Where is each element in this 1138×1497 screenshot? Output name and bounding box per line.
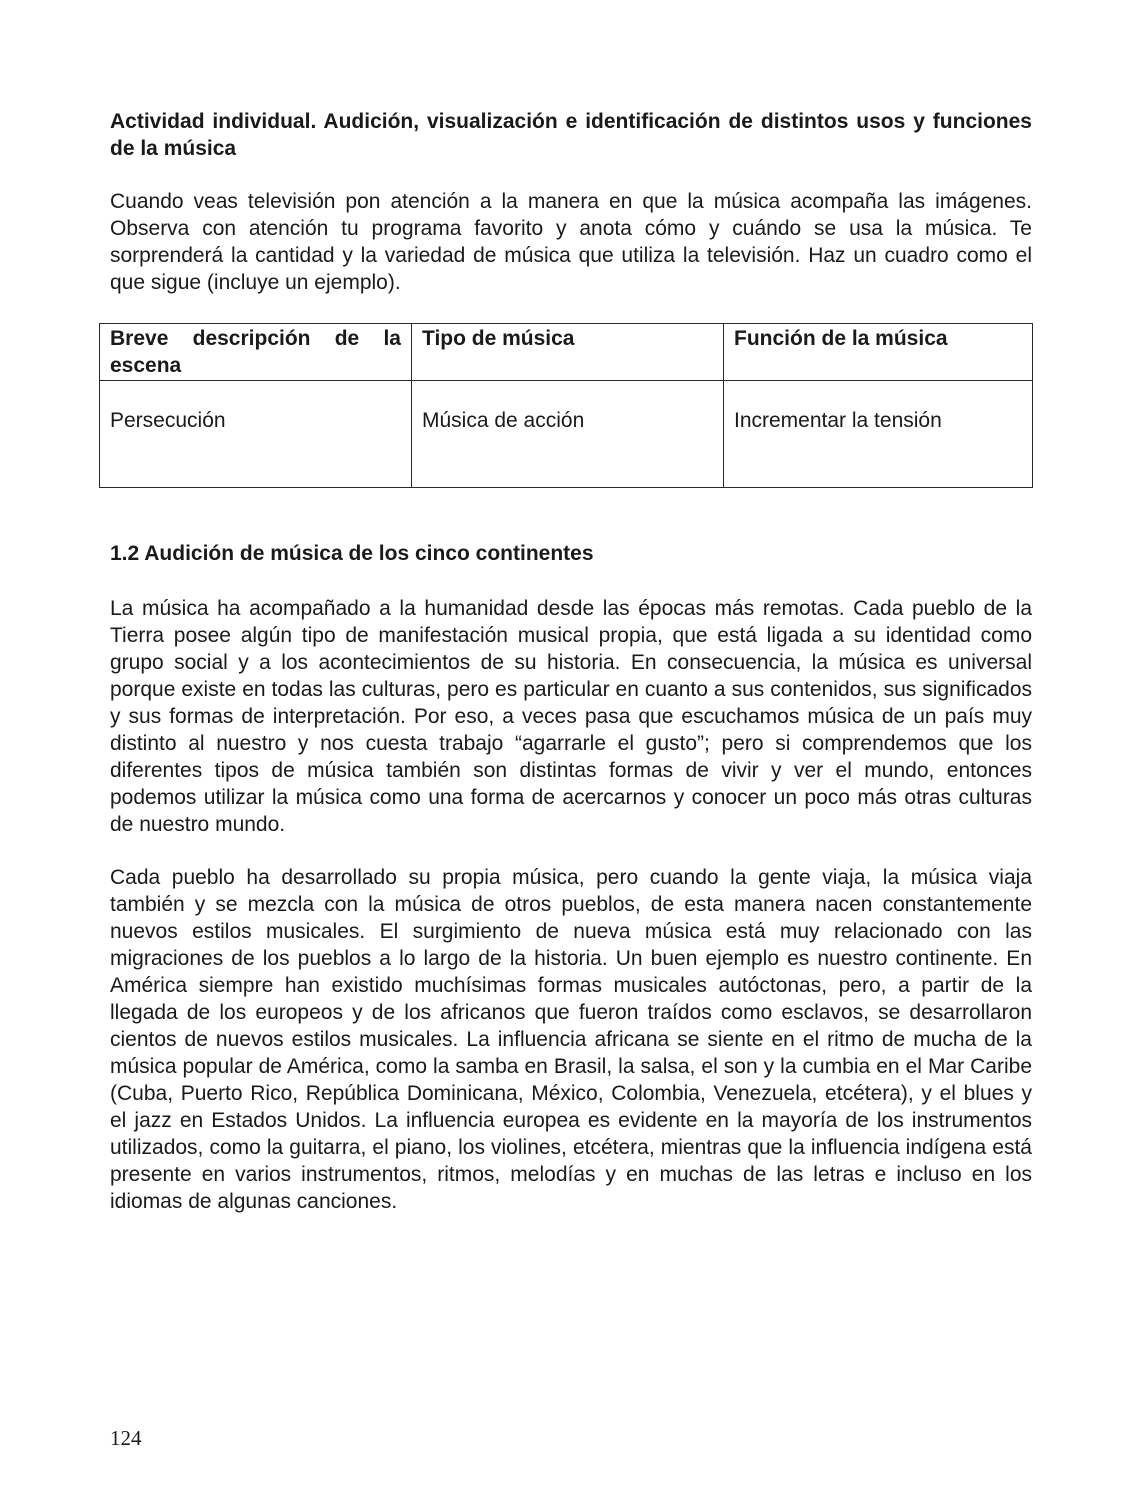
table-header-scene: Breve descripción de la escena [100,324,412,381]
activity-title: Actividad individual. Audición, visualización e identificación de distintos usos y funciones de la música [110,110,1032,160]
example-table [99,323,1033,488]
table-row [100,381,1033,488]
table-cell-scene: Persecución [100,381,412,488]
table-header-row [100,324,1033,381]
body-paragraph: Cada pueblo ha desarrollado su propia música, pero cuando la gente viaja, la música viaja también y se mezcla con la música de otros pueblos, de esta manera nacen constantemente nuevos estilos musicales. El surgimiento de nueva música está muy relacionado con las migraciones de los pueblos a lo largo de la historia. Un buen ejemplo es nuestro continente. En América siempre han existido muchísimas formas musicales autóctonas, pero, a partir de la llegada de los europeos y de los africanos que fueron traídos como esclavos, se desarrollaron cientos de nuevos estilos musicales. La influencia africana se siente en el ritmo de mucha de la música popular de América, como la samba en Brasil, la salsa, el son y la cumbia en el Mar Caribe (Cuba, Puerto Rico, República Dominicana, México, Colombia, Venezuela, etcétera), y el blues y el jazz en Estados Unidos. La influencia europea es evidente en la mayoría de los instrumentos utilizados, como la guitarra, el piano, los violines, etcétera, mientras que la influencia indígena está presente en varios instrumentos, ritmos, melodías y en muchas de las letras e incluso en los idiomas de algunas canciones. [110,866,1032,1213]
table-header-music-function: Función de la música [724,324,1033,381]
table-cell-music-type: Música de acción [412,381,724,488]
body-paragraph: La música ha acompañado a la humanidad desde las épocas más remotas. Cada pueblo de la Tierra posee algún tipo de manifestación musical propia, que está ligada a su identidad como grupo social y a los acontecimientos de su historia. En consecuencia, la música es universal porque existe en todas las culturas, pero es particular en cuanto a sus contenidos, sus significados y sus formas de interpretación. Por eso, a veces pasa que escuchamos música de un país muy distinto al nuestro y nos cuesta trabajo “agarrarle el gusto”; pero si comprendemos que los diferentes tipos de música también son distintas formas de vivir y ver el mundo, entonces podemos utilizar la música como una forma de acercarnos y conocer un poco más otras culturas de nuestro mundo. [110,597,1032,836]
table-header-music-type: Tipo de música [412,324,724,381]
section-title: 1.2 Audición de música de los cinco continentes [110,542,594,565]
page-content [110,108,1032,1215]
table-cell-music-function: Incrementar la tensión [724,381,1033,488]
page-number: 124 [110,1426,142,1450]
activity-intro: Cuando veas televisión pon atención a la manera en que la música acompaña las imágenes. Observa con atención tu programa favorito y anota cómo y cuándo se usa la música. Te sorprenderá la cantidad y la variedad de música que utiliza la televisión. Haz un cuadro como el que sigue (incluye un ejemplo). [110,190,1032,294]
